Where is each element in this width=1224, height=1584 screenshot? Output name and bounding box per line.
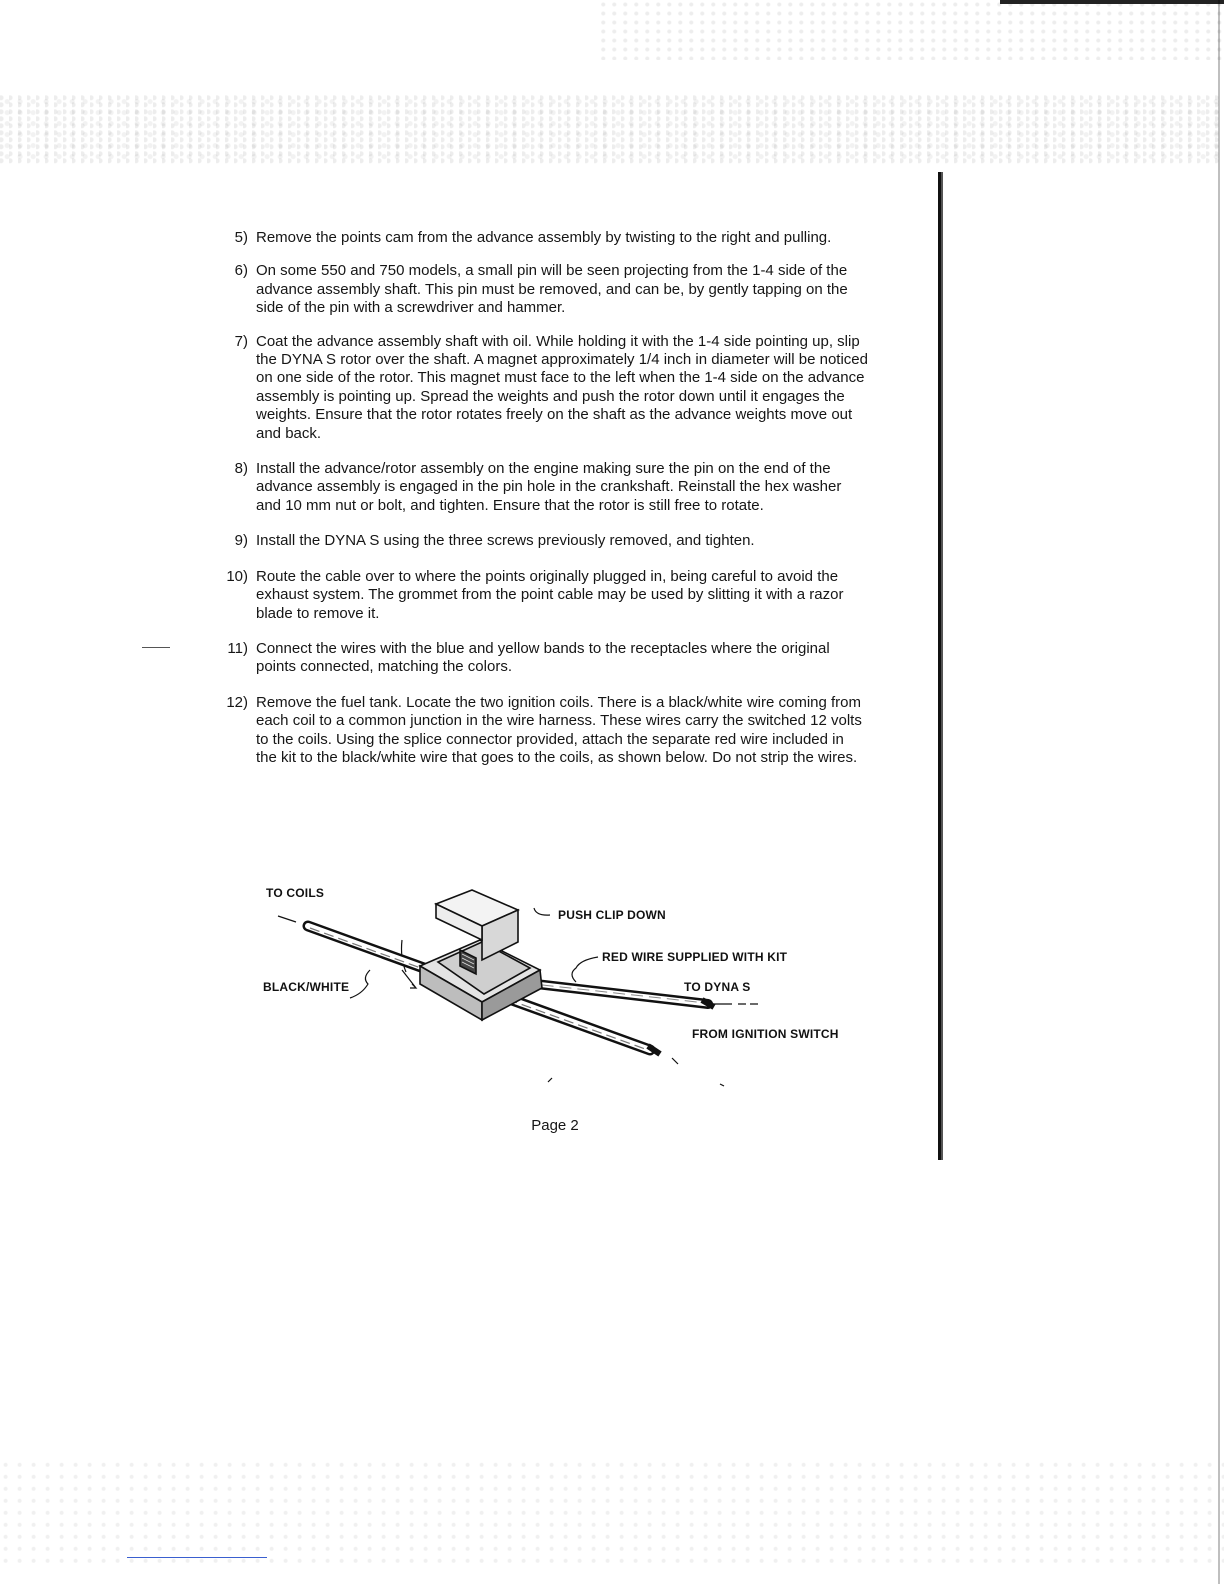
- scan-edge-line: [1000, 0, 1224, 4]
- instruction-step: [0, 568, 930, 623]
- step-text: Route the cable over to where the points originally plugged in, being careful to avoid the exhaust system. The grommet from the point cable may be used by slitting it with a razor blade to remove it.: [256, 567, 844, 622]
- step-number: 5): [234, 229, 248, 246]
- page-number: Page 2: [531, 1117, 579, 1134]
- label-to-coils: TO COILS: [266, 886, 325, 900]
- label-to-dyna-s: TO DYNA S: [684, 980, 751, 994]
- step-text: Remove the fuel tank. Locate the two ignition coils. There is a black/white wire coming from each coil to a common junction in the wire harness. These wires carry the switched 12 volts to the coils. Using the splice connector provided, attach the separate red wire included in the kit to the black/white wire that goes to the coils, as shown below. Do not strip the wires.: [256, 693, 862, 766]
- instruction-step: [0, 333, 930, 443]
- to-coils-leader: [278, 916, 296, 922]
- step-number: 10): [226, 567, 248, 585]
- instruction-step: [0, 262, 930, 317]
- step-number: 11): [227, 639, 248, 657]
- label-red-wire: RED WIRE SUPPLIED WITH KIT: [602, 950, 788, 964]
- step-number: 12): [226, 693, 248, 711]
- label-black-white: BLACK/WHITE: [263, 980, 350, 994]
- from-ignition-leader: [672, 1058, 678, 1064]
- black-white-leader: [350, 970, 370, 998]
- press-arrow: [402, 970, 416, 988]
- label-push-clip-down: PUSH CLIP DOWN: [558, 908, 666, 922]
- step-text: On some 550 and 750 models, a small pin will be seen projecting from the 1-4 side of the advance assembly shaft. This pin must be removed, and can be, by gently tapping on the side of the pin with a screwdriver and hammer.: [256, 262, 848, 317]
- bottom-underline: [127, 1557, 267, 1558]
- page-edge: [1218, 0, 1220, 1584]
- label-from-ignition-switch: FROM IGNITION SWITCH: [692, 1027, 839, 1041]
- stray-mark: [548, 1078, 552, 1082]
- step-text: Coat the advance assembly shaft with oil. While holding it with the 1-4 side pointing up, slip the DYNA S rotor over the shaft. A magnet approximately 1/4 inch in diameter will be noticed on one side of the rotor. This magnet must face to the left when the 1-4 side on the advance assembly is pointing up. Spread the weights and push the rotor down until it engages the weights. Ensure that the rotor rotates freely on the shaft as the advance weights move out and back.: [256, 332, 868, 442]
- step-text: Remove the points cam from the advance assembly by twisting to the right and pulling.: [256, 229, 832, 246]
- splice-connector-diagram: [250, 870, 850, 1100]
- scan-noise-top-right: [600, 0, 1224, 60]
- step-number: 6): [234, 262, 248, 280]
- instruction-step: [0, 229, 930, 247]
- scan-noise-band: [0, 95, 1224, 165]
- push-clip-leader: [534, 908, 550, 915]
- step-text: Install the DYNA S using the three screws previously removed, and tighten.: [256, 532, 755, 550]
- red-wire-leader: [572, 957, 598, 982]
- step-number: 9): [234, 532, 248, 550]
- scan-noise-bottom: [0, 1460, 1224, 1570]
- step-text: Install the advance/rotor assembly on the engine making sure the pin on the end of the advance assembly is engaged in the pin hole in the crankshaft. Reinstall the hex washer and 10 mm nut or bolt, and tighten. Ensure that the rotor is still free to rotate.: [256, 460, 842, 514]
- instruction-step: [0, 532, 930, 550]
- instruction-list: [0, 229, 930, 767]
- step-text: Connect the wires with the blue and yellow bands to the receptacles where the original points connected, matching the colors.: [256, 639, 830, 676]
- instruction-step: [0, 640, 930, 677]
- instruction-step: [0, 694, 930, 768]
- vertical-rule: [938, 172, 943, 1160]
- step-number: 8): [234, 460, 248, 478]
- instruction-step: [0, 460, 930, 515]
- step-number: 7): [234, 332, 248, 350]
- stray-mark: [720, 1084, 724, 1086]
